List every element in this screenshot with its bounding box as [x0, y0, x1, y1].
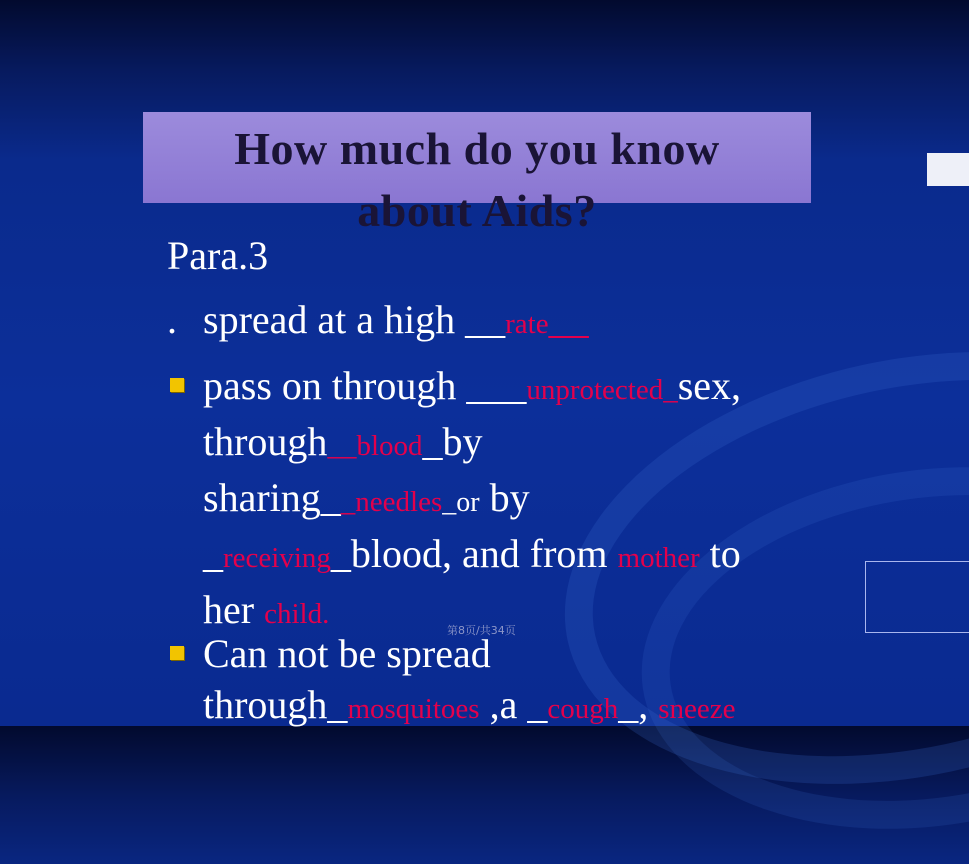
- answer-text: rate: [505, 308, 549, 340]
- item-text: spread at a high __: [203, 297, 506, 342]
- item-text: her: [203, 587, 265, 632]
- square-bullet-icon: [170, 378, 184, 392]
- answer-text: sneeze: [658, 693, 736, 725]
- item-text: __: [548, 297, 589, 342]
- item-text: _blood, and from: [330, 531, 618, 576]
- item-text: sharing_: [203, 475, 341, 520]
- answer-text: mosquitoes: [347, 693, 480, 725]
- title-line-2: about Aids?: [357, 185, 597, 236]
- square-bullet-icon: [170, 646, 184, 660]
- title-banner: [143, 112, 811, 236]
- answer-text: child.: [264, 598, 330, 630]
- slide-edge-outline: [865, 561, 969, 633]
- item-text: ,a _: [479, 682, 548, 727]
- item-text: through_: [203, 682, 348, 727]
- item-text: sex,: [677, 363, 742, 408]
- answer-text: unprotected_: [526, 374, 678, 406]
- answer-text: __blood: [327, 430, 423, 462]
- answer-text: _needles: [340, 486, 443, 518]
- item-text: by: [479, 475, 530, 520]
- answer-text: receiving: [223, 542, 331, 574]
- para-label: Para.3: [167, 233, 269, 278]
- item-text: Can not be spread: [203, 631, 491, 676]
- answer-text: cough: [547, 693, 619, 725]
- item-text: pass on through ___: [203, 363, 527, 408]
- item-text: to: [699, 531, 741, 576]
- page-indicator: 第8页/共34页: [447, 624, 516, 637]
- title-line-1: How much do you know: [234, 123, 720, 174]
- item-text: _,: [618, 682, 659, 727]
- answer-text: mother: [617, 542, 700, 574]
- item-text: _by: [422, 419, 483, 464]
- dot-bullet: .: [167, 297, 177, 342]
- slide-edge-tab: [927, 153, 969, 186]
- slide-title: [143, 118, 811, 242]
- item-text: through: [203, 419, 328, 464]
- item-text: _: [203, 531, 223, 576]
- item-text: _or: [442, 487, 480, 518]
